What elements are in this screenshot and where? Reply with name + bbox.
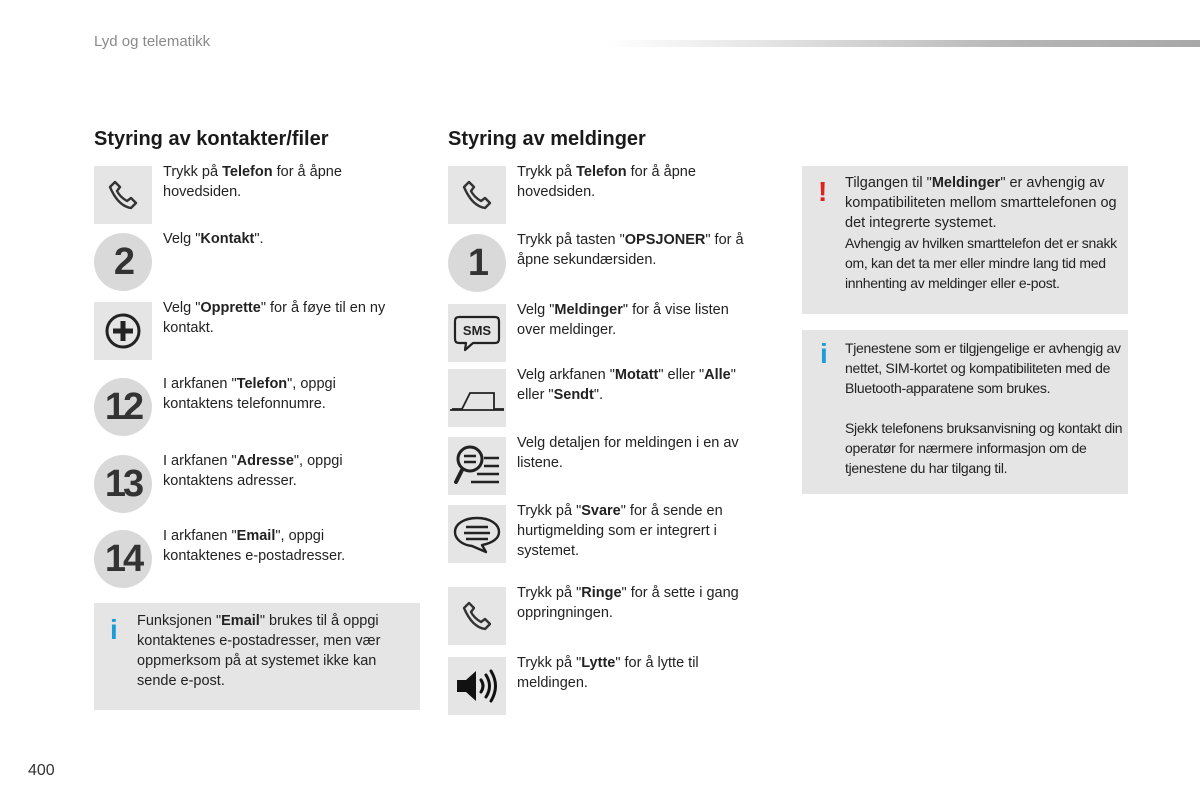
step-description: Velg "Kontakt". xyxy=(163,231,264,247)
step-description: I arkfanen "Telefon", oppgi kontaktens telefonnumre. xyxy=(163,376,336,412)
warning-icon: ! xyxy=(818,176,828,207)
section-title-contacts: Styring av kontakter/filer xyxy=(94,128,329,150)
phone-icon xyxy=(94,166,152,224)
note-text-extra: Avhengig av hvilken smarttelefon det er snakk om, kan det ta mer eller mindre lang tid med innhenting av meldinger eller e-post. xyxy=(845,235,1117,291)
step-number-1: 1 xyxy=(448,234,506,292)
step-description: Velg detaljen for meldingen i en av listene. xyxy=(517,435,739,471)
warning-note-messages xyxy=(802,166,1128,314)
step-description: Trykk på "Ringe" for å sette i gang oppringningen. xyxy=(517,585,739,621)
step-number-13: 13 xyxy=(94,455,152,513)
info-note-services xyxy=(802,330,1128,494)
info-note-email xyxy=(94,603,420,710)
header-title: Lyd og telematikk xyxy=(94,33,211,50)
phone-icon xyxy=(448,166,506,224)
step-description: I arkfanen "Email", oppgi kontaktenes e-postadresser. xyxy=(163,528,346,564)
note-text: Tilgangen til "Meldinger" er avhengig av kompatibiliteten mellom smarttelefonen og det integrerte systemet. xyxy=(845,175,1117,231)
step-number-2: 2 xyxy=(94,233,152,291)
step-description: Trykk på Telefon for å åpne hovedsiden. xyxy=(517,164,696,200)
step-description: Velg "Opprette" for å føye til en ny kontakt. xyxy=(163,300,386,336)
step-description: Trykk på "Svare" for å sende en hurtigmelding som er integrert i systemet. xyxy=(517,503,723,559)
info-icon: i xyxy=(820,338,828,369)
note-text: Tjenestene som er tilgjengelige er avhengig av nettet, SIM-kortet og kompatibiliteten med de Bluetooth-apparatene som brukes. xyxy=(845,340,1121,396)
note-text-extra: Sjekk telefonens bruksanvisning og kontakt din operatør for nærmere informasjon om de tjenestene du har tilgang til. xyxy=(845,420,1123,476)
sms-label: SMS xyxy=(462,323,492,338)
phone-icon xyxy=(448,587,506,645)
info-icon: i xyxy=(110,614,118,645)
step-description: Trykk på tasten "OPSJONER" for å åpne sekundærsiden. xyxy=(517,232,744,268)
page-number: 400 xyxy=(28,762,55,779)
message-detail-icon xyxy=(448,437,506,495)
speech-bubble-icon xyxy=(448,505,506,563)
section-title-messages: Styring av meldinger xyxy=(448,128,646,150)
header-gradient-bar xyxy=(606,40,1200,47)
note-text: Funksjonen "Email" brukes til å oppgi kontaktenes e-postadresser, men vær oppmerksom på at systemet ikke kan sende e-post. xyxy=(137,613,381,689)
step-number-12: 12 xyxy=(94,378,152,436)
plus-circle-icon xyxy=(94,302,152,360)
speaker-icon xyxy=(448,657,506,715)
step-description: Trykk på "Lytte" for å lytte til meldingen. xyxy=(517,655,699,691)
step-description: Velg "Meldinger" for å vise listen over meldinger. xyxy=(517,302,729,338)
step-description: Velg arkfanen "Motatt" eller "Alle" eller "Sendt". xyxy=(517,367,736,403)
tab-icon xyxy=(448,369,506,427)
step-number-14: 14 xyxy=(94,530,152,588)
sms-icon xyxy=(448,304,506,362)
step-description: I arkfanen "Adresse", oppgi kontaktens adresser. xyxy=(163,453,343,489)
step-description: Trykk på Telefon for å åpne hovedsiden. xyxy=(163,164,342,200)
